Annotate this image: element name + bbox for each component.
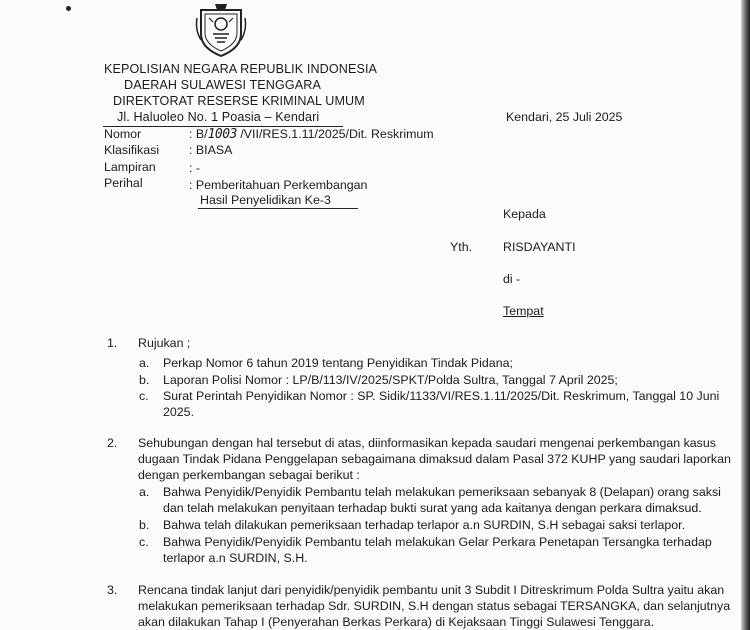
s3-line-3: akan dilakukan Tahap I (Penyerahan Berkas Perkara) di Kejaksaan Tinggi Sulawesi Tenggara. — [138, 615, 655, 629]
s2-a-label: a. — [139, 485, 150, 499]
perihal-underline — [198, 208, 358, 209]
recipient-tempat: Tempat — [503, 304, 544, 318]
place-date: Kendari, 25 Juli 2025 — [506, 110, 623, 124]
recipient-di: di - — [503, 272, 521, 286]
s2-line-1: Sehubungan dengan hal tersebut di atas, diinformasikan kepada saudari mengenai perkembangan kasus — [138, 436, 716, 450]
org-line-3: DIREKTORAT RESERSE KRIMINAL UMUM — [113, 94, 365, 108]
scan-edge — [741, 0, 750, 630]
s1-a-text: Perkap Nomor 6 tahun 2019 tentang Penyidikan Tindak Pidana; — [163, 356, 513, 370]
s3-number: 3. — [107, 583, 118, 597]
s2-c-label: c. — [139, 535, 149, 549]
s1-b-text: Laporan Polisi Nomor : LP/B/113/IV/2025/SPKT/Polda Sultra, Tanggal 7 April 2025; — [163, 373, 618, 387]
org-line-1: KEPOLISIAN NEGARA REPUBLIK INDONESIA — [104, 62, 378, 76]
org-line-2: DAERAH SULAWESI TENGGARA — [124, 78, 321, 92]
lampiran-value: : - — [189, 161, 201, 175]
nomor-handwritten: 1003 — [207, 127, 237, 142]
s1-number: 1. — [107, 336, 118, 350]
perihal-value-1: : Pemberitahuan Perkembangan — [189, 178, 368, 192]
yth-label: Yth. — [450, 240, 473, 254]
s2-number: 2. — [107, 436, 118, 450]
s2-a-text-1: Bahwa Penyidik/Penyidik Pembantu telah melakukan pemeriksaan sebanyak 8 (Delapan) orang saksi — [163, 485, 721, 499]
s2-c-text-1: Bahwa Penyidik/Penyidik Pembantu telah melakukan Gelar Perkara Penetapan Tersangka terhadap — [163, 535, 712, 549]
ink-dot — [66, 6, 71, 11]
s3-line-1: Rencana tindak lanjut dari penyidik/penyidik pembantu unit 3 Subdit I Ditreskrimum Polda Sultra yaitu akan — [138, 583, 725, 597]
s2-b-label: b. — [139, 518, 150, 532]
s1-b-label: b. — [139, 373, 150, 387]
kepada-label: Kepada — [503, 207, 546, 221]
nomor-label: Nomor — [104, 127, 142, 141]
s2-a-text-2: dan telah melakukan penyitaan terhadap bukti surat yang ada kaitanya dengan perkara dimaksud. — [163, 501, 702, 515]
perihal-value-2: Hasil Penyelidikan Ke-3 — [200, 193, 331, 207]
s1-c-text-1: Surat Perintah Penyidikan Nomor : SP. Sidik/1133/VI/RES.1.11/2025/Dit. Reskrimum, Tanggal 10 Juni — [163, 389, 720, 403]
s1-c-label: c. — [139, 389, 149, 403]
s2-b-text: Bahwa telah dilakukan pemeriksaan terhadap terlapor a.n SURDIN, S.H sebagai saksi terlapor. — [163, 518, 686, 532]
police-crest-icon — [193, 0, 249, 58]
s1-a-label: a. — [139, 356, 150, 370]
s2-line-2: dugaan Tindak Pidana Penggelapan sebagaimana dimaksud dalam Pasal 372 KUHP yang saudari laporkan — [138, 452, 731, 466]
s1-c-text-2: 2025. — [163, 405, 195, 419]
s1-title: Rujukan ; — [138, 336, 191, 350]
s2-line-3: dengan perkembangan sebagai berikut : — [138, 468, 360, 482]
org-address: Jl. Haluoleo No. 1 Poasia – Kendari — [117, 110, 320, 124]
nomor-value: : B/1003 /VII/RES.1.11/2025/Dit. Reskrimum — [189, 127, 434, 142]
perihal-label: Perihal — [104, 176, 143, 190]
recipient-name: RISDAYANTI — [503, 240, 576, 254]
s3-line-2: melakukan pemeriksaan terhadap Sdr. SURDIN, S.H dengan status sebagai TERSANGKA, dan selanjutnya — [138, 599, 731, 613]
klasifikasi-label: Klasifikasi — [104, 143, 160, 157]
s2-c-text-2: terlapor a.n SURDIN, S.H. — [163, 551, 308, 565]
lampiran-label: Lampiran — [104, 160, 156, 174]
klasifikasi-value: : BIASA — [189, 143, 233, 157]
